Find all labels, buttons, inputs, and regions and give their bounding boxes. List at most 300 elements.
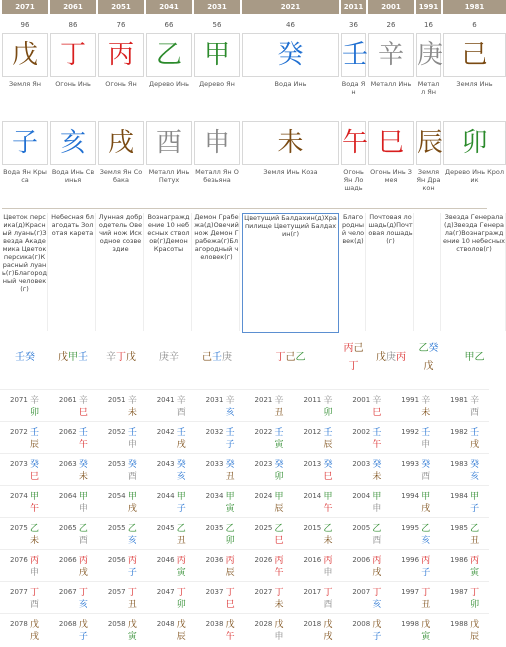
annual-cell[interactable] xyxy=(49,518,98,549)
annual-cell[interactable] xyxy=(0,582,49,613)
branch-name-row xyxy=(2,168,504,204)
branch-name: Вода Ян Крыса xyxy=(3,168,47,184)
annual-cell[interactable] xyxy=(196,486,245,517)
pillar-year-header[interactable]: 2051 xyxy=(98,0,144,14)
annual-year: 2035 xyxy=(205,524,224,532)
annual-stem: 丙 xyxy=(372,556,382,566)
divider xyxy=(2,208,487,209)
earthly-branch-glyph: 午 xyxy=(341,121,366,165)
annual-cell[interactable] xyxy=(196,518,245,549)
heavenly-stem-glyph: 癸 xyxy=(242,33,339,77)
annual-branch: 申 xyxy=(274,632,284,642)
annual-branch: 卯 xyxy=(30,408,40,418)
annual-stem: 癸 xyxy=(176,460,186,470)
annual-cell[interactable] xyxy=(98,422,147,453)
annual-branch: 子 xyxy=(176,504,186,514)
pillar-column xyxy=(146,121,192,165)
annual-branch: 未 xyxy=(372,472,382,482)
annual-stem: 癸 xyxy=(323,460,333,470)
annual-year: 2001 xyxy=(352,396,371,404)
annual-branch: 午 xyxy=(30,504,40,514)
annual-year: 2065 xyxy=(58,524,77,532)
annual-cell[interactable] xyxy=(49,582,98,613)
annual-cell[interactable] xyxy=(0,454,49,485)
header-row xyxy=(2,0,489,14)
annual-cell[interactable] xyxy=(440,550,489,581)
age-row xyxy=(2,14,489,31)
annual-cell[interactable] xyxy=(440,518,489,549)
annual-stem: 丁 xyxy=(78,588,88,598)
annual-year: 2044 xyxy=(156,492,175,500)
pillar-column xyxy=(341,0,366,14)
branch-name: Металл Инь Петух xyxy=(148,168,190,184)
annual-year: 2021 xyxy=(254,396,273,404)
annual-cell[interactable] xyxy=(391,518,440,549)
hidden-stem-glyph: 乙 xyxy=(418,342,429,354)
annual-cell[interactable] xyxy=(98,550,147,581)
annual-branch: 酉 xyxy=(421,472,431,482)
pillar-column xyxy=(341,213,366,333)
annual-cell[interactable] xyxy=(342,454,391,485)
annual-branch: 寅 xyxy=(225,504,235,514)
branch-name: Дерево Инь Кролик xyxy=(445,168,504,184)
hidden-stem-glyph: 辛 xyxy=(106,351,116,363)
annual-year: 2031 xyxy=(205,396,224,404)
annual-year: 2071 xyxy=(10,396,28,404)
annual-stem: 乙 xyxy=(470,524,480,534)
annual-cell[interactable] xyxy=(440,454,489,485)
annual-row xyxy=(0,549,489,581)
pillar-stars[interactable]: Лунная добродетель Овечий нож Искодное созвездие xyxy=(98,213,144,331)
annual-cell[interactable] xyxy=(440,486,489,517)
annual-cell[interactable] xyxy=(196,454,245,485)
hidden-stem-glyph: 戊 xyxy=(58,351,68,363)
annual-stem: 辛 xyxy=(372,396,382,406)
annual-branch: 辰 xyxy=(176,632,186,642)
annual-year: 2022 xyxy=(254,428,273,436)
pillar-year-header[interactable]: 2031 xyxy=(194,0,240,14)
annual-cell[interactable] xyxy=(342,422,391,453)
pillar-stars[interactable]: Почтовая лошадь(д)Почтовая лошадь(г) xyxy=(368,213,414,331)
annual-stem: 乙 xyxy=(127,524,137,534)
pillar-column xyxy=(242,213,339,333)
annual-cell[interactable] xyxy=(391,550,440,581)
pillar-age: 76 xyxy=(116,21,126,29)
annual-stem: 壬 xyxy=(274,428,284,438)
hidden-stem-glyph: 丁 xyxy=(116,351,126,363)
annual-year: 2047 xyxy=(156,588,175,596)
annual-stem: 乙 xyxy=(225,524,235,534)
annual-cell[interactable] xyxy=(147,390,196,421)
annual-cell[interactable] xyxy=(196,614,245,645)
pillar-column xyxy=(194,339,240,375)
annual-cell[interactable] xyxy=(245,550,294,581)
annual-stem: 甲 xyxy=(78,492,88,502)
branch-name: Огонь Инь Змея xyxy=(370,168,412,184)
annual-branch: 巳 xyxy=(372,408,382,418)
annual-stem: 癸 xyxy=(127,460,137,470)
pillar-stars[interactable]: Демон Грабежа(д)Овечий нож Демон Грабежа(г)Благородный человек(г) xyxy=(194,213,240,331)
annual-cell[interactable] xyxy=(342,486,391,517)
annual-row xyxy=(0,517,489,549)
annual-cell[interactable] xyxy=(196,390,245,421)
earthly-branch-glyph: 巳 xyxy=(368,121,414,165)
annual-stem: 戊 xyxy=(421,620,431,630)
annual-stem: 丁 xyxy=(470,588,480,598)
annual-cell[interactable] xyxy=(147,518,196,549)
annual-year: 2043 xyxy=(156,460,175,468)
heavenly-stem-glyph: 丁 xyxy=(50,33,96,77)
annual-branch: 辰 xyxy=(274,504,284,514)
annual-cell[interactable] xyxy=(98,390,147,421)
pillar-column xyxy=(368,168,414,204)
pillar-year-header[interactable]: 2021 xyxy=(242,0,339,14)
annual-cell[interactable] xyxy=(293,486,342,517)
annual-stem: 戊 xyxy=(127,620,137,630)
annual-stem: 丁 xyxy=(372,588,382,598)
annual-stem: 丁 xyxy=(127,588,137,598)
annual-cell[interactable] xyxy=(0,518,49,549)
annual-cell[interactable] xyxy=(0,550,49,581)
annual-stem: 甲 xyxy=(127,492,137,502)
annual-cell[interactable] xyxy=(49,486,98,517)
annual-year: 2075 xyxy=(10,524,28,532)
annual-cell[interactable] xyxy=(49,550,98,581)
pillar-stars[interactable]: Небесная благодать Золотая карета xyxy=(50,213,96,331)
annual-cell[interactable] xyxy=(342,614,391,645)
annual-year: 2057 xyxy=(107,588,126,596)
annual-year: 1982 xyxy=(450,428,468,436)
hidden-stem-glyph: 戊 xyxy=(423,360,434,372)
annual-year: 2063 xyxy=(58,460,77,468)
annual-cell[interactable] xyxy=(98,454,147,485)
annual-year: 2072 xyxy=(10,428,28,436)
branch-name: Земля Ян Дракон xyxy=(416,168,441,192)
annual-stem: 壬 xyxy=(127,428,137,438)
annual-cell[interactable] xyxy=(49,390,98,421)
pillar-column xyxy=(50,33,96,77)
annual-year: 2061 xyxy=(58,396,77,404)
annual-branch: 酉 xyxy=(127,472,137,482)
annual-cell[interactable] xyxy=(49,454,98,485)
hidden-stem-glyph: 癸 xyxy=(25,351,35,363)
earthly-branch-glyph: 子 xyxy=(2,121,48,165)
annual-year: 2074 xyxy=(10,492,28,500)
pillar-column xyxy=(98,121,144,165)
annual-branch: 未 xyxy=(274,600,284,610)
annual-year: 2014 xyxy=(303,492,322,500)
annual-stem: 丁 xyxy=(421,588,431,598)
pillar-column xyxy=(98,33,144,77)
earthly-branch-glyph: 申 xyxy=(194,121,240,165)
pillar-stars[interactable]: Вознаграждение 10 небесных стволов(г)Демон Красоты xyxy=(146,213,192,331)
stem-name: Вода Ян xyxy=(341,80,366,96)
pillar-column xyxy=(2,80,48,112)
annual-branch: 亥 xyxy=(470,472,480,482)
annual-pillars-grid xyxy=(0,389,489,645)
annual-year: 2077 xyxy=(10,588,28,596)
annual-cell[interactable] xyxy=(293,518,342,549)
annual-year: 2032 xyxy=(205,428,224,436)
annual-year: 2066 xyxy=(58,556,77,564)
annual-cell[interactable] xyxy=(0,422,49,453)
annual-cell[interactable] xyxy=(293,582,342,613)
annual-cell[interactable] xyxy=(440,582,489,613)
annual-year: 2046 xyxy=(156,556,175,564)
pillar-column xyxy=(443,121,506,165)
annual-cell[interactable] xyxy=(0,614,49,645)
annual-cell[interactable] xyxy=(147,454,196,485)
heavenly-stem-glyph: 壬 xyxy=(341,33,366,77)
annual-branch: 卯 xyxy=(274,472,284,482)
annual-branch: 戌 xyxy=(323,632,333,642)
annual-cell[interactable] xyxy=(147,614,196,645)
annual-cell[interactable] xyxy=(245,518,294,549)
annual-cell[interactable] xyxy=(293,550,342,581)
hidden-stem-glyph: 戊 xyxy=(376,351,386,363)
annual-branch: 丑 xyxy=(225,472,235,482)
annual-stem: 丙 xyxy=(30,556,40,566)
pillar-column xyxy=(443,33,506,77)
annual-cell[interactable] xyxy=(245,454,294,485)
annual-cell[interactable] xyxy=(342,550,391,581)
annual-branch: 辰 xyxy=(323,440,333,450)
pillar-year-header[interactable]: 2041 xyxy=(146,0,192,14)
pillar-column xyxy=(368,80,414,112)
hidden-stems xyxy=(368,339,414,375)
annual-cell[interactable] xyxy=(147,582,196,613)
annual-branch: 丑 xyxy=(421,600,431,610)
hidden-stems xyxy=(242,339,339,375)
annual-stem: 戊 xyxy=(176,620,186,630)
branch-name: Вода Инь Свинья xyxy=(51,168,95,184)
annual-stem: 乙 xyxy=(78,524,88,534)
pillar-column xyxy=(98,168,144,204)
annual-cell[interactable] xyxy=(391,486,440,517)
annual-cell[interactable] xyxy=(147,550,196,581)
hidden-stem-glyph: 己 xyxy=(202,351,212,363)
annual-year: 2041 xyxy=(156,396,175,404)
pillar-stars[interactable]: Цветущий Балдахин(д)Храпилище Цветущий Балдахин(г) xyxy=(242,213,339,333)
hidden-stem-glyph: 辛 xyxy=(169,351,179,363)
pillar-column xyxy=(416,339,441,375)
hidden-stem-glyph: 庚 xyxy=(386,351,396,363)
pillar-column xyxy=(242,0,339,14)
annual-row xyxy=(0,485,489,517)
annual-cell[interactable] xyxy=(0,390,49,421)
annual-year: 2013 xyxy=(303,460,322,468)
hidden-stem-glyph: 丙 xyxy=(396,351,406,363)
annual-cell[interactable] xyxy=(293,454,342,485)
annual-cell[interactable] xyxy=(342,582,391,613)
annual-stem: 壬 xyxy=(78,428,88,438)
pillar-column xyxy=(50,14,96,31)
annual-cell[interactable] xyxy=(440,390,489,421)
pillar-column xyxy=(368,14,414,31)
pillar-column xyxy=(341,80,366,112)
hidden-stems xyxy=(98,339,144,375)
annual-year: 2017 xyxy=(303,588,322,596)
pillar-column xyxy=(368,0,414,14)
annual-cell[interactable] xyxy=(293,422,342,453)
annual-row xyxy=(0,613,489,645)
pillar-column xyxy=(194,14,240,31)
annual-stem: 辛 xyxy=(323,396,333,406)
annual-cell[interactable] xyxy=(49,422,98,453)
annual-cell[interactable] xyxy=(391,614,440,645)
stem-name: Вода Инь xyxy=(274,80,307,88)
pillar-column xyxy=(146,14,192,31)
annual-cell[interactable] xyxy=(245,390,294,421)
earthly-branch-glyph: 辰 xyxy=(416,121,441,165)
annual-branch: 亥 xyxy=(225,408,235,418)
earthly-branch-glyph: 未 xyxy=(242,121,339,165)
annual-stem: 丁 xyxy=(176,588,186,598)
annual-branch: 戌 xyxy=(30,632,40,642)
pillar-year-header[interactable]: 2071 xyxy=(2,0,48,14)
pillar-year-header[interactable]: 2011 xyxy=(341,0,366,14)
annual-cell[interactable] xyxy=(245,582,294,613)
annual-cell[interactable] xyxy=(245,486,294,517)
annual-cell[interactable] xyxy=(391,582,440,613)
annual-cell[interactable] xyxy=(147,422,196,453)
pillar-column xyxy=(242,168,339,204)
pillar-stars[interactable]: Звезда Генерала(д)Звезда Генерала(г)Вознаграждение 10 небесных стволов(г) xyxy=(443,213,506,331)
pillar-stars[interactable] xyxy=(416,213,441,331)
annual-year: 1997 xyxy=(401,588,420,596)
hidden-stem-glyph: 甲 xyxy=(68,351,78,363)
annual-cell[interactable] xyxy=(245,614,294,645)
stem-name: Огонь Ян xyxy=(105,80,137,88)
annual-stem: 乙 xyxy=(30,524,40,534)
annual-stem: 辛 xyxy=(274,396,284,406)
pillar-column xyxy=(146,168,192,204)
annual-cell[interactable] xyxy=(391,454,440,485)
annual-cell[interactable] xyxy=(391,422,440,453)
annual-year: 2011 xyxy=(303,396,322,404)
annual-cell[interactable] xyxy=(98,518,147,549)
annual-cell[interactable] xyxy=(49,614,98,645)
pillar-stars[interactable]: Цветок персика(д)Красный луань(г)Звезда Академика Цветок персика(г)Красный луань(г)Благородный человек(г) xyxy=(2,213,48,331)
annual-year: 2025 xyxy=(254,524,273,532)
annual-cell[interactable] xyxy=(0,486,49,517)
annual-branch: 亥 xyxy=(421,536,431,546)
annual-cell[interactable] xyxy=(196,550,245,581)
annual-stem: 丁 xyxy=(225,588,235,598)
pillar-age: 26 xyxy=(386,21,396,29)
annual-stem: 壬 xyxy=(372,428,382,438)
hidden-stem-glyph: 癸 xyxy=(428,342,439,354)
annual-stem: 乙 xyxy=(372,524,382,534)
annual-stem: 丁 xyxy=(274,588,284,598)
annual-branch: 未 xyxy=(78,472,88,482)
pillar-column xyxy=(2,33,48,77)
annual-year: 2064 xyxy=(58,492,77,500)
annual-stem: 丙 xyxy=(470,556,480,566)
annual-branch: 亥 xyxy=(176,472,186,482)
hidden-stem-glyph: 戊 xyxy=(126,351,136,363)
annual-stem: 戊 xyxy=(30,620,40,630)
annual-stem: 癸 xyxy=(470,460,480,470)
earthly-branch-glyph: 戌 xyxy=(98,121,144,165)
annual-row xyxy=(0,421,489,453)
annual-cell[interactable] xyxy=(98,614,147,645)
pillar-column xyxy=(416,213,441,333)
annual-cell[interactable] xyxy=(342,518,391,549)
annual-branch: 午 xyxy=(323,504,333,514)
annual-cell[interactable] xyxy=(98,486,147,517)
annual-branch: 辰 xyxy=(225,568,235,578)
pillar-column xyxy=(98,213,144,333)
annual-stem: 壬 xyxy=(470,428,480,438)
annual-stem: 丙 xyxy=(274,556,284,566)
annual-cell[interactable] xyxy=(196,422,245,453)
annual-stem: 壬 xyxy=(30,428,40,438)
annual-branch: 酉 xyxy=(176,408,186,418)
annual-year: 2056 xyxy=(107,556,126,564)
annual-branch: 子 xyxy=(470,504,480,514)
pillar-age: 86 xyxy=(68,21,78,29)
branch-name: Огонь Ян Лошадь xyxy=(343,168,364,192)
pillar-year-header[interactable]: 1991 xyxy=(416,0,441,14)
annual-year: 1984 xyxy=(450,492,468,500)
annual-cell[interactable] xyxy=(293,390,342,421)
annual-year: 2007 xyxy=(352,588,371,596)
annual-cell[interactable] xyxy=(245,422,294,453)
annual-year: 1991 xyxy=(401,396,420,404)
hidden-stems xyxy=(50,339,96,375)
annual-stem: 丙 xyxy=(225,556,235,566)
pillar-year-header[interactable]: 2061 xyxy=(50,0,96,14)
pillar-column xyxy=(194,0,240,14)
pillar-column xyxy=(416,168,441,204)
pillar-year-header[interactable]: 1981 xyxy=(443,0,506,14)
annual-stem: 甲 xyxy=(274,492,284,502)
annual-cell[interactable] xyxy=(440,422,489,453)
annual-year: 2068 xyxy=(58,620,77,628)
annual-year: 2042 xyxy=(156,428,175,436)
annual-branch: 子 xyxy=(78,632,88,642)
annual-branch: 申 xyxy=(127,440,137,450)
pillar-column xyxy=(98,0,144,14)
pillar-stars[interactable]: Благородный человек(д) xyxy=(341,213,366,331)
annual-cell[interactable] xyxy=(391,390,440,421)
annual-branch: 戌 xyxy=(176,440,186,450)
annual-branch: 酉 xyxy=(372,536,382,546)
annual-cell[interactable] xyxy=(98,582,147,613)
annual-year: 2004 xyxy=(352,492,371,500)
annual-stem: 癸 xyxy=(421,460,431,470)
pillar-column xyxy=(2,339,48,375)
annual-branch: 卯 xyxy=(225,536,235,546)
hidden-stems xyxy=(443,339,506,375)
annual-branch: 酉 xyxy=(323,600,333,610)
annual-cell[interactable] xyxy=(440,614,489,645)
annual-branch: 酉 xyxy=(30,600,40,610)
heavenly-stem-glyph: 庚 xyxy=(416,33,441,77)
hidden-stems xyxy=(194,339,240,375)
pillar-column xyxy=(443,0,506,14)
annual-cell[interactable] xyxy=(342,390,391,421)
annual-branch: 戌 xyxy=(78,568,88,578)
annual-cell[interactable] xyxy=(196,582,245,613)
annual-year: 2026 xyxy=(254,556,273,564)
pillar-year-header[interactable]: 2001 xyxy=(368,0,414,14)
annual-branch: 寅 xyxy=(274,440,284,450)
annual-cell[interactable] xyxy=(147,486,196,517)
annual-cell[interactable] xyxy=(293,614,342,645)
annual-stem: 甲 xyxy=(225,492,235,502)
